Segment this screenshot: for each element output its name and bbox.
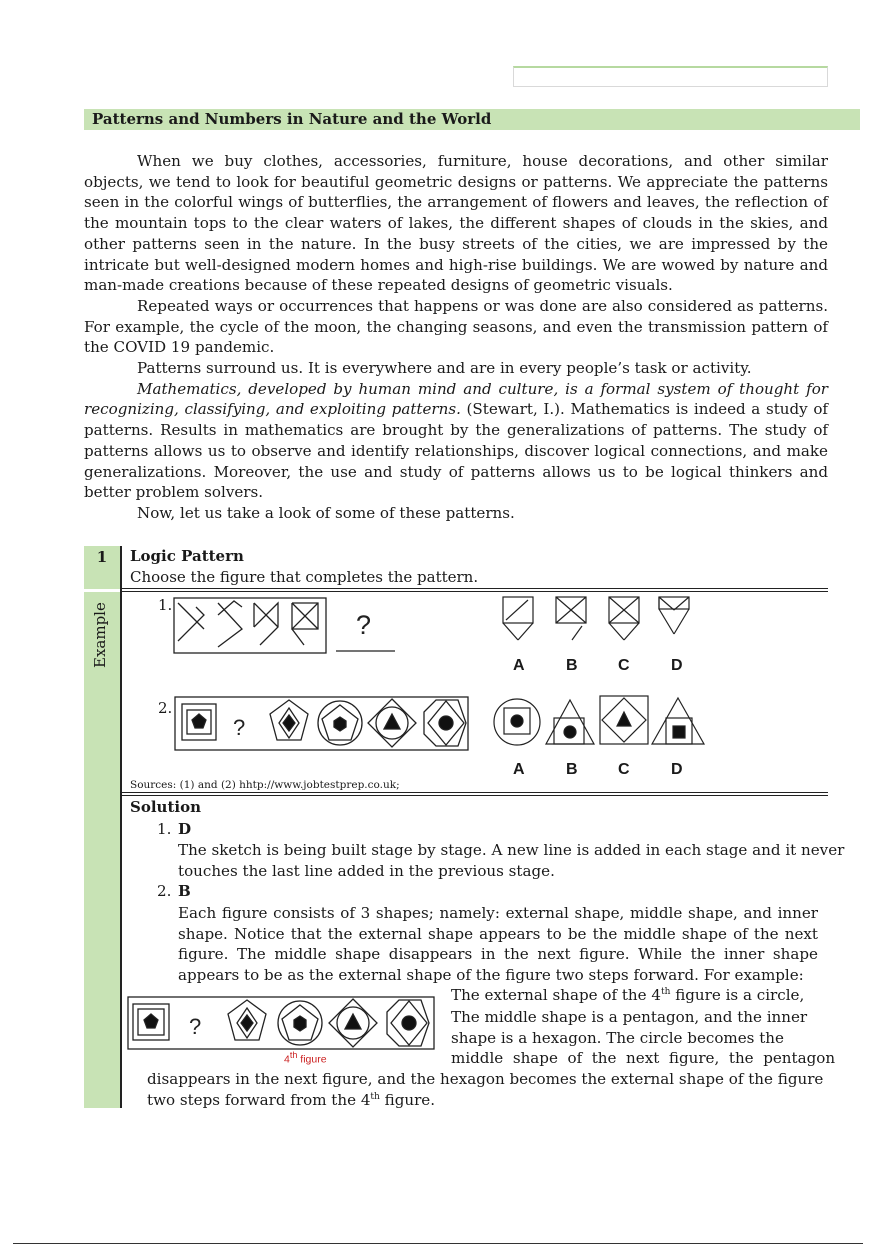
solution-2-explanation: Each figure consists of 3 shapes; namely: external shape, middle shape, and inner shape. Notice that the external shape appears to be the middle shape of the next figure. The middle shape disappears in the next figure. While the inner shape appears to be as the external shape of the figure two steps forward. For example:: [178, 904, 818, 984]
intro-paragraph-2: Repeated ways or occurrences that happens or was done are also considered as patterns. For example, the cycle of the moon, the changing seasons, and even the transmission pattern of the COVID 19 pandemic.: [84, 296, 828, 357]
worked-example-figure: [127, 996, 437, 1052]
fourth-figure-caption: [284, 1050, 327, 1066]
item-number: 1: [84, 546, 120, 589]
question-2-number: 2.: [158, 699, 173, 717]
worked-line-1-pre: The external shape of the 4: [451, 986, 661, 1004]
worked-line-1: [451, 986, 804, 1004]
worked-line-1-post: figure is a circle,: [670, 986, 805, 1004]
worked-line-3: shape is a hexagon. The circle becomes the: [451, 1029, 784, 1047]
stewart-quote: Mathematics, developed by human mind and culture, is a formal system of thought for recognizing, classifying, and exploiting patterns.: [84, 379, 828, 419]
solution-2-answer: B: [178, 882, 191, 900]
footer-rule: [13, 1243, 863, 1244]
solution-1-explanation-line-2: touches the last line added in the previous stage.: [178, 862, 555, 880]
pattern-title: Logic Pattern: [130, 547, 244, 565]
table-rule-mid-1: [122, 792, 828, 793]
worked-line-1-sup: th: [660, 986, 671, 997]
intro-paragraph-4-rest: (Stewart, I.). Mathematics is indeed a study of patterns. Results in mathematics are brought by the generalizations of patterns. The study of patterns allows us to observe and identify relationships, discover logical connections, and make generalizations. Moreover, the use and study of patterns allows us to be logical thinkers and better problem solvers.: [84, 400, 828, 502]
worked-line-6: [147, 1091, 435, 1109]
worked-line-5: disappears in the next figure, and the hexagon becomes the external shape of the figure: [147, 1070, 824, 1088]
q1-choice-c: C: [618, 657, 630, 674]
worked-example-mark: ?: [189, 1014, 202, 1039]
intro-paragraph-5: Now, let us take a look of some of these patterns.: [137, 503, 515, 522]
question-2-sequence-figure: [174, 696, 470, 752]
q1-choice-b: B: [566, 657, 578, 674]
table-rule-top-2: [122, 591, 828, 592]
intro-text: [84, 151, 828, 524]
intro-paragraph-1: When we buy clothes, accessories, furniture, house decorations, and other similar objects, we tend to look for beautiful geometric designs or patterns. We appreciate the patterns seen in the colorful wings of butterflies, the arrangement of flowers and leaves, the reflection of the mountain tops to the clear waters of lakes, the different shapes of clouds in the skies, and other patterns seen in the nature. In the busy streets of the cities, we are impressed by the intricate but well-designed modern homes and high-rise buildings. We are wowed by nature and man-made creations because of these repeated designs of geometric visuals.: [84, 152, 828, 295]
worked-line-6-sup: th: [370, 1091, 380, 1102]
solution-2-number: 2.: [157, 882, 172, 900]
solution-1-number: 1.: [157, 820, 172, 838]
q2-choice-b: B: [566, 761, 578, 778]
intro-paragraph-3: Patterns surround us. It is everywhere and are in every people’s task or activity.: [137, 359, 752, 378]
intro-paragraph-4: [84, 379, 828, 503]
solution-title: Solution: [130, 798, 201, 816]
table-rule-mid-2: [122, 795, 828, 796]
header-box: [513, 66, 828, 87]
worked-line-4: middle shape of the next figure, the pentagon: [451, 1049, 836, 1067]
question-1-mark: ?: [356, 610, 372, 640]
question-2-choices-figure: [494, 694, 706, 748]
sources-note: Sources: (1) and (2) hhtp://www.jobtestprep.co.uk;: [130, 779, 400, 791]
pattern-instruction: Choose the figure that completes the pattern.: [130, 568, 479, 586]
q1-choice-a: A: [513, 657, 525, 674]
q2-choice-d: D: [671, 761, 683, 778]
table-vertical-rule: [120, 546, 122, 1108]
question-1-choices-figure: [502, 596, 692, 644]
caption-sup: th: [289, 1050, 298, 1060]
worked-line-2: The middle shape is a pentagon, and the inner: [451, 1008, 808, 1026]
worked-line-6-pre: two steps forward from the 4: [147, 1091, 371, 1109]
example-label: [91, 646, 109, 668]
caption-number: 4: [284, 1053, 290, 1066]
section-title: Patterns and Numbers in Nature and the World: [84, 109, 860, 130]
question-2-mark: ?: [233, 715, 246, 740]
caption-text: figure: [297, 1053, 327, 1066]
q2-choice-a: A: [513, 761, 525, 778]
q2-choice-c: C: [618, 761, 630, 778]
solution-1-explanation-line-1: The sketch is being built stage by stage. A new line is added in each stage and it never: [178, 841, 845, 859]
question-1-sequence-figure: [174, 597, 396, 655]
q1-choice-d: D: [671, 657, 683, 674]
table-rule-top-1: [122, 588, 828, 589]
example-sidebar: [84, 592, 120, 1108]
worked-line-6-post: figure.: [379, 1091, 436, 1109]
question-1-number: 1.: [158, 596, 173, 614]
solution-1-answer: D: [178, 820, 192, 838]
